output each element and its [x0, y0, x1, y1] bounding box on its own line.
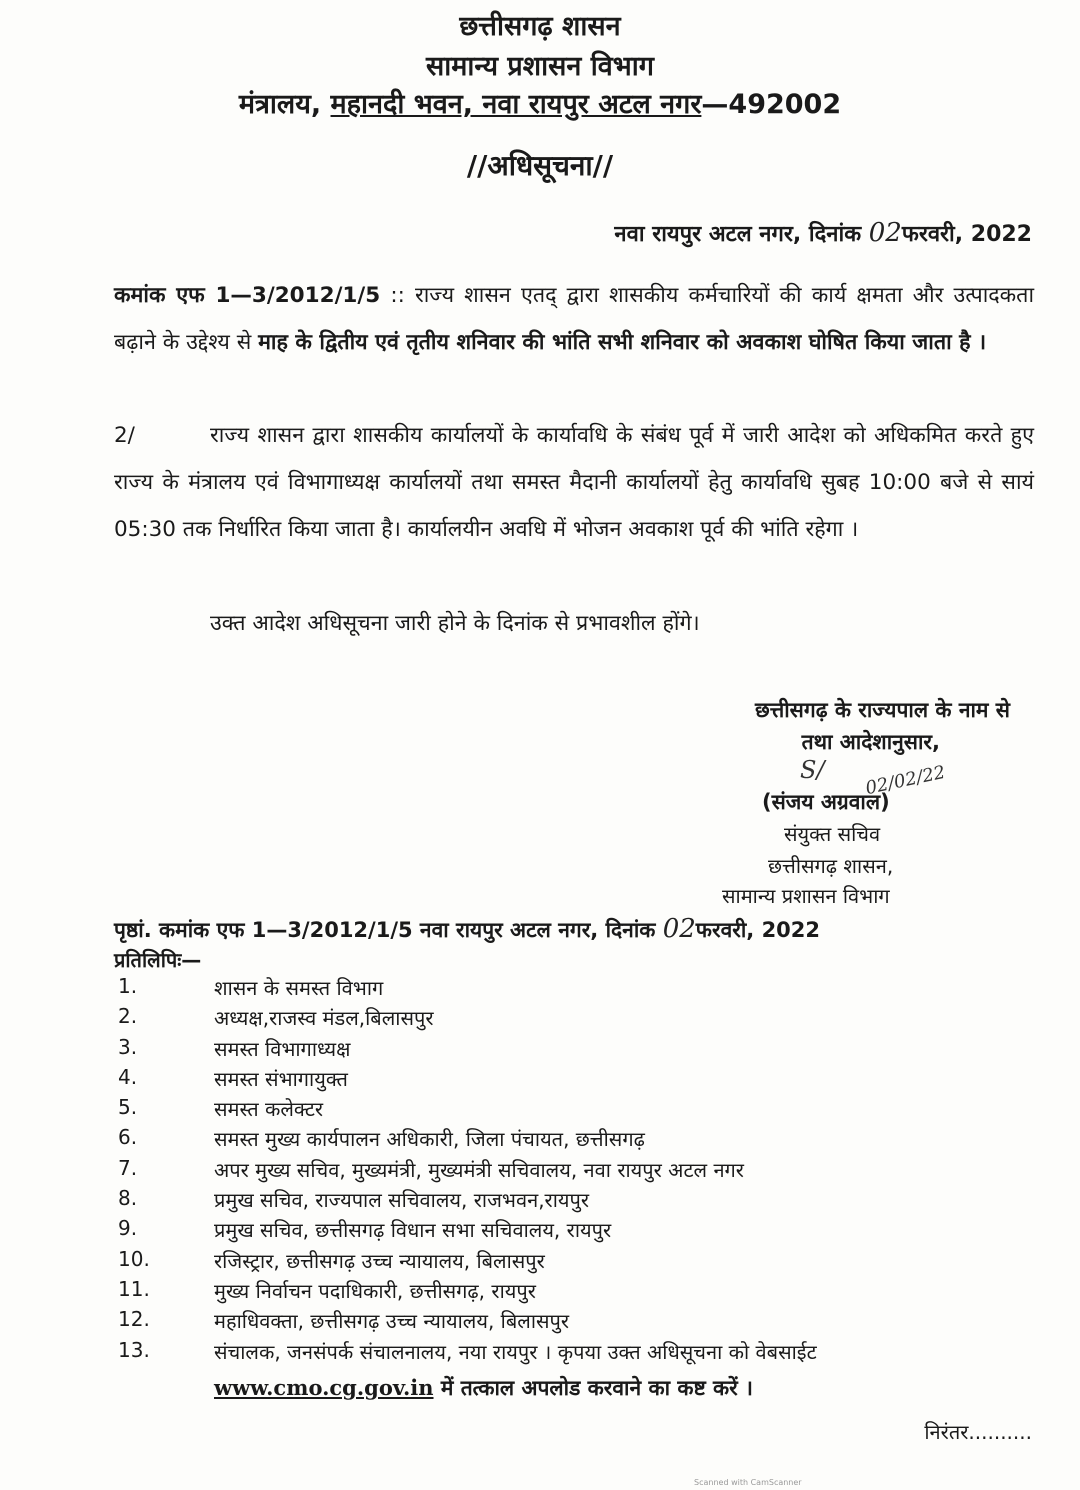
handwritten-signature-date: 02/02/22 [863, 761, 948, 800]
dateline-suffix: फरवरी, 2022 [901, 222, 1032, 247]
recipient-item [114, 1035, 1034, 1065]
order-separator: :: [380, 283, 415, 308]
recipient-text: मुख्य निर्वाचन पदाधिकारी, छत्तीसगढ़, रायपुर [214, 1278, 536, 1303]
paragraph-2 [114, 412, 1034, 553]
dateline-prefix: नवा रायपुर अटल नगर, दिनांक [614, 222, 869, 247]
recipient-item [114, 1307, 1034, 1337]
recipient-13-continuation [214, 1374, 753, 1402]
signatory-org-1: छत्तीसगढ़ शासन, [768, 854, 894, 878]
recipient-number: 12. [118, 1307, 150, 1332]
recipient-text: महाधिवक्ता, छत्तीसगढ़ उच्च न्यायालय, बिलासपुर [214, 1309, 570, 1334]
recipient-item [114, 1338, 1034, 1368]
signatory-name: (संजय अग्रवाल) [762, 790, 890, 814]
endorsement-prefix: पृष्ठां. कमांक एफ 1—3/2012/1/5 नवा रायपुर अटल नगर, दिनांक [114, 918, 663, 942]
order-reference: कमांक एफ 1—3/2012/1/5 [114, 283, 381, 308]
signatory-designation: संयुक्त सचिव [784, 822, 881, 846]
dateline [614, 218, 1032, 248]
signature-line-1: छत्तीसगढ़ के राज्यपाल के नाम से [755, 698, 1010, 722]
recipient-number: 3. [118, 1034, 138, 1059]
recipient-text: प्रमुख सचिव, राज्यपाल सचिवालय, राजभवन,रायपुर [214, 1188, 590, 1213]
continued-marker: निरंतर.......... [924, 1420, 1032, 1444]
recipient-item [114, 1065, 1034, 1095]
recipient-text: समस्त मुख्य कार्यपालन अधिकारी, जिला पंचायत, छत्तीसगढ़ [214, 1127, 645, 1152]
recipient-item [114, 1216, 1034, 1246]
recipient-number: 2. [118, 1004, 138, 1029]
header-address [0, 84, 1080, 121]
recipient-text: शासन के समस्त विभाग [214, 976, 384, 1000]
recipient-item [114, 1156, 1034, 1186]
recipient-number: 13. [118, 1337, 150, 1362]
signatory-org-2: सामान्य प्रशासन विभाग [722, 884, 890, 908]
recipient-text: प्रमुख सचिव, छत्तीसगढ़ विधान सभा सचिवालय, रायपुर [214, 1218, 612, 1243]
recipient-item [114, 1277, 1034, 1307]
copy-label: प्रतिलिपिः— [114, 948, 202, 972]
recipient-list [114, 974, 1034, 1368]
recipient-number: 5. [118, 1095, 138, 1120]
address-pin: —492002 [701, 89, 842, 120]
recipient-item [114, 1004, 1034, 1034]
endorsement-day: 02 [662, 914, 696, 944]
recipient-item [114, 1186, 1034, 1216]
recipient-number: 11. [118, 1276, 150, 1301]
recipient-item [114, 1095, 1034, 1125]
paragraph-3-text: उक्त आदेश अधिसूचना जारी होने के दिनांक से प्रभावशील होंगे। [210, 611, 700, 636]
recipient-text: संचालक, जनसंपर्क संचालनालय, नया रायपुर । कृपया उक्त अधिसूचना को वेबसाईट [214, 1339, 817, 1364]
paragraph-2-text: राज्य शासन द्वारा शासकीय कार्यालयों के कार्यावधि के संबंध पूर्व में जारी आदेश को अधिकमित करते हुए राज्य के मंत्रालय एवं विभागाध्यक्ष कार्यालयों तथा समस्त मैदानी कार्यालयों हेतु कार्यावधि सुबह 10:00 बजे से सायं 05:30 तक निर्धारित किया जाता है। कार्यालयीन अवधि में भोजन अवकाश पूर्व की भांति रहेगा । [114, 423, 1034, 542]
website-link[interactable]: www.cmo.cg.gov.in [214, 1375, 434, 1400]
paragraph-1-bold: माह के द्वितीय एवं तृतीय शनिवार की भांति सभी शनिवार को अवकाश घोषित किया जाता है । [258, 330, 987, 355]
recipient-text: समस्त संभागायुक्त [214, 1066, 348, 1091]
recipient-text: अध्यक्ष,राजस्व मंडल,बिलासपुर [214, 1006, 434, 1031]
recipient-text: समस्त विभागाध्यक्ष [214, 1036, 351, 1061]
recipient-number: 8. [118, 1186, 138, 1211]
recipient-text: अपर मुख्य सचिव, मुख्यमंत्री, मुख्यमंत्री सचिवालय, नवा रायपुर अटल नगर [214, 1157, 744, 1182]
endorsement-reference [114, 914, 820, 944]
recipient-number: 7. [118, 1155, 138, 1180]
recipient-text: रजिस्ट्रार, छत्तीसगढ़ उच्च न्यायालय, बिलासपुर [214, 1248, 545, 1273]
recipient-item [114, 974, 1034, 1004]
recipient-number: 9. [118, 1216, 138, 1241]
address-place: महानदी भवन, नवा रायपुर अटल नगर [330, 89, 702, 120]
recipient-number: 4. [118, 1064, 138, 1089]
recipient-text: समस्त कलेक्टर [214, 1097, 324, 1122]
recipient-item [114, 1247, 1034, 1277]
scanner-watermark: Scanned with CamScanner [694, 1478, 802, 1487]
recipient-item [114, 1125, 1034, 1155]
recipient-number: 10. [118, 1246, 150, 1271]
header-government: छत्तीसगढ़ शासन [459, 11, 621, 42]
header-department: सामान्य प्रशासन विभाग [426, 51, 654, 82]
dateline-day: 02 [868, 218, 902, 248]
endorsement-suffix: फरवरी, 2022 [695, 918, 821, 942]
handwritten-signature: S/ [800, 756, 825, 784]
paragraph-1 [114, 272, 1034, 366]
recipient-number: 1. [118, 974, 138, 998]
signature-line-2: तथा आदेशानुसार, [801, 730, 940, 754]
paragraph-2-number: 2/ [114, 423, 135, 448]
paragraph-3 [114, 600, 1034, 647]
address-prefix: मंत्रालय, [238, 89, 331, 120]
paragraph-1-text: राज्य शासन एतद् द्वारा शासकीय कर्मचारियों की कार्य क्षमता और उत्पादकता बढ़ाने के उद्देश्य से [114, 283, 1035, 355]
recipient-number: 6. [118, 1125, 138, 1150]
notification-title: //अधिसूचना// [466, 149, 614, 182]
recipient-13-continuation-text: में तत्काल अपलोड करवाने का कष्ट करें । [433, 1376, 754, 1400]
